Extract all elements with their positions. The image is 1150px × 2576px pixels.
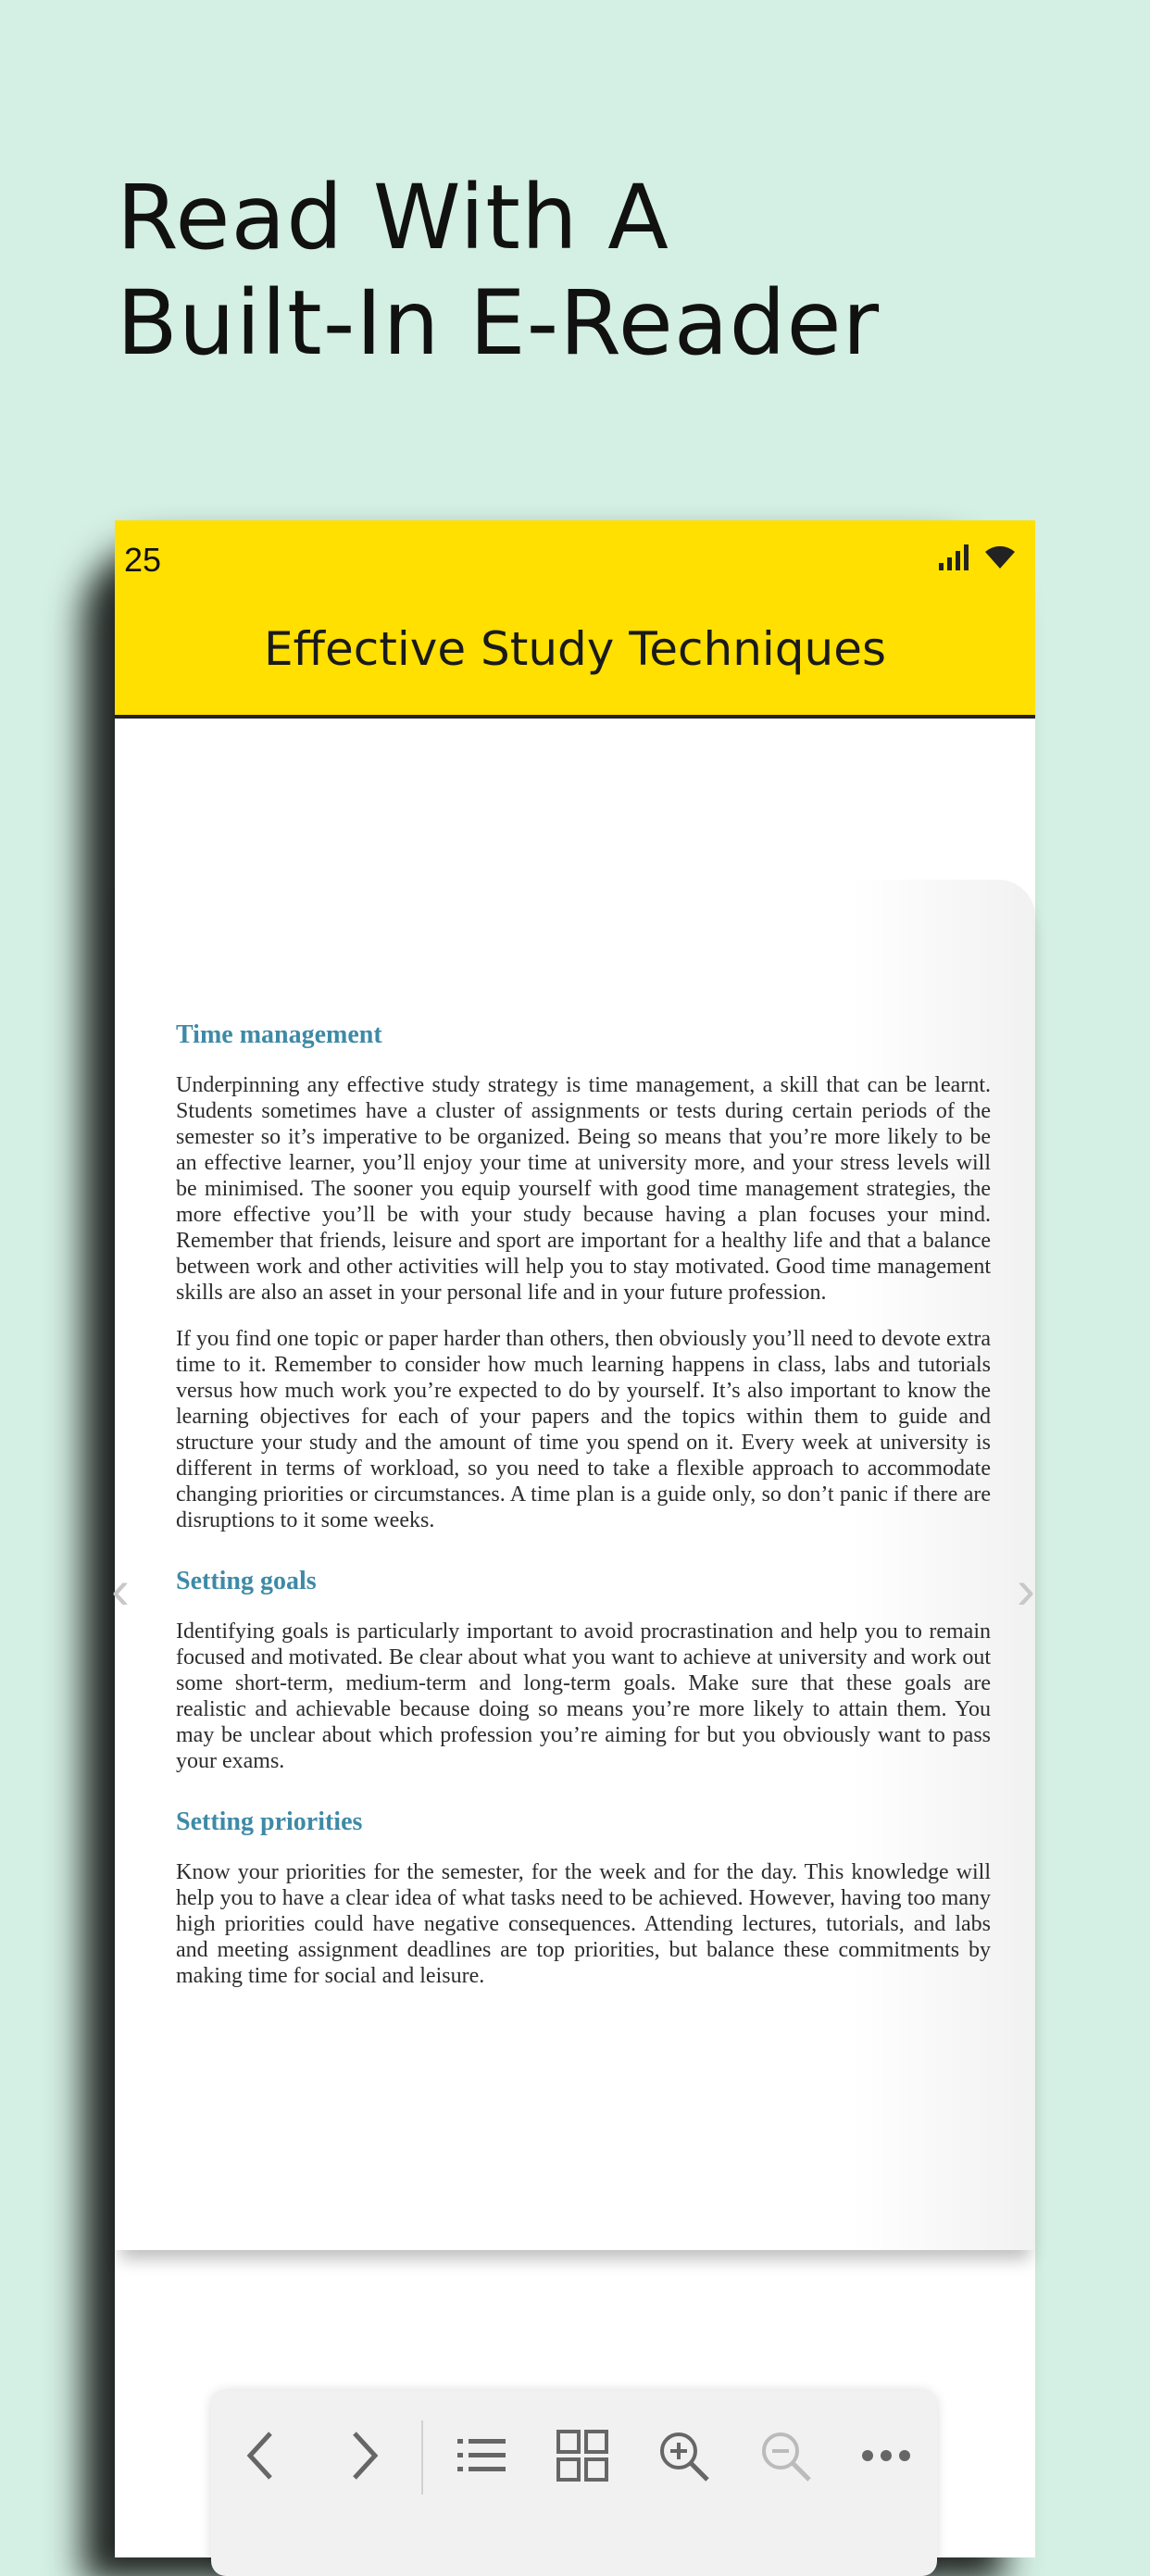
reader-toolbar — [211, 2391, 937, 2576]
zoom-in-icon — [656, 2428, 711, 2483]
next-button[interactable] — [312, 2428, 413, 2483]
prev-page-arrow[interactable]: ‹ — [111, 1558, 130, 1620]
chevron-right-icon — [340, 2428, 386, 2483]
document-content — [176, 1020, 991, 2009]
thumbnails-button[interactable] — [531, 2428, 632, 2483]
document-page[interactable] — [115, 880, 1035, 2250]
app-bar — [115, 520, 1035, 719]
status-icons — [937, 541, 1019, 570]
signal-icon — [937, 543, 974, 570]
promo-headline — [117, 165, 880, 376]
more-button[interactable] — [836, 2428, 937, 2483]
zoom-out-button[interactable] — [734, 2428, 835, 2483]
headline-line-2: Built-In E-Reader — [117, 271, 881, 375]
paragraph: Underpinning any effective study strategy is time management, a skill that can be learnt. Students sometimes have a cluster of assignments or tests during certain periods of the semester so it’s imperative to be organized. Being so means that you’re more likely to be an effective learner, you’ll enjoy your time at university more, and your stress levels will be minimised. The sooner you equip yourself with good time management strategies, the more effective you’ll be with your study because having a plan focuses your mind. Remember that friends, leisure and sport are important for a healthy life and that a balance between work and other activities will help you to stay motivated. Good time management skills are also an asset in your personal life and in your future profession. — [176, 1073, 991, 1305]
paragraph: If you find one topic or paper harder than others, then obviously you’ll need to devote extra time to it. Remember to consider how much learning happens in class, labs and tutorials versus how much work you’re expected to do by yourself. It’s also important to know the learning objectives for each of your papers and the topics within them to guide and structure your study and the amount of time you spend on it. Every week at university is different in terms of workload, so you need to take a flexible approach to accommodate changing priorities or circumstances. A time plan is a guide only, so don’t panic if there are disruptions to it some weeks. — [176, 1327, 991, 1532]
paragraph: Know your priorities for the semester, for the week and for the day. This knowledge will help you to have a clear idea of what tasks need to be achieved. However, having too many high priorities could have negative consequences. Attending lectures, tutorials, and labs and meeting assignment deadlines are top priorities, but balance these commitments by making time for social and leisure. — [176, 1860, 991, 1988]
status-time: 25 — [124, 541, 162, 579]
paragraph: Identifying goals is particularly important to avoid procrastination and help you to remain focused and motivated. Be clear about what you want to achieve at university and work out some short-term, medium-term and long-term goals. Make sure that these goals are realistic and achievable because doing so means you’re more likely to attain them. You may be unclear about which profession you’re aiming for but you obviously want to pass your exams. — [176, 1619, 991, 1773]
toolbar-divider — [421, 2420, 423, 2495]
more-icon — [858, 2428, 914, 2483]
zoom-out-icon — [757, 2428, 813, 2483]
headline-line-1: Read With A — [117, 166, 669, 269]
list-icon — [454, 2428, 509, 2483]
prev-button[interactable] — [211, 2428, 312, 2483]
document-title: Effective Study Techniques — [263, 622, 887, 676]
table-of-contents-button[interactable] — [431, 2428, 531, 2483]
next-page-arrow[interactable]: › — [1017, 1558, 1035, 1620]
zoom-in-button[interactable] — [633, 2428, 734, 2483]
section-heading-setting-priorities: Setting priorities — [176, 1807, 363, 1836]
phone-frame — [111, 520, 1035, 2557]
wifi-icon — [981, 541, 1019, 570]
section-heading-setting-goals: Setting goals — [176, 1567, 317, 1595]
section-heading-time-management: Time management — [176, 1020, 382, 1049]
grid-icon — [555, 2428, 610, 2483]
chevron-left-icon — [239, 2428, 285, 2483]
